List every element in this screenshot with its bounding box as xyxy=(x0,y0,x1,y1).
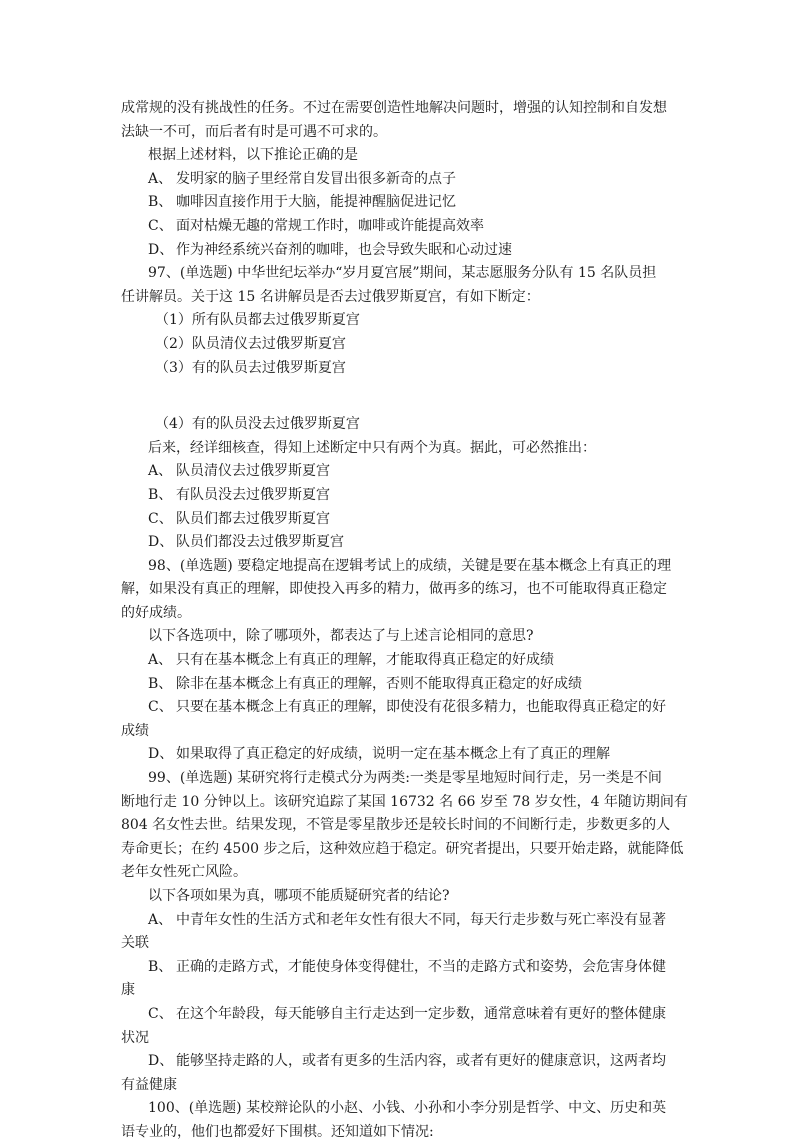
option-text: 如果取得了真正稳定的好成绩，说明一定在基本概念上有了真正的理解 xyxy=(176,746,610,763)
option-letter: D、 xyxy=(148,1053,174,1070)
q96-option-d xyxy=(121,239,681,263)
option-text: 只要在基本概念上有真正的理解，即使没有花很多精力，也能取得真正稳定的好 xyxy=(176,699,666,716)
q97-option-c xyxy=(121,508,681,532)
option-letter: D、 xyxy=(148,241,174,258)
q97-stem-line: 97、(单选题) 中华世纪坛举办“岁月夏宫展”期间，某志愿服务分队有 15 名队员担 xyxy=(148,265,657,282)
q99-prompt: 以下各项如果为真，哪项不能质疑研究者的结论? xyxy=(148,888,450,904)
q97-statement-4: （4）有的队员没去过俄罗斯夏宫 xyxy=(155,416,360,433)
q97-followup: 后来，经详细核查，得知上述断定中只有两个为真。据此，可必然推出： xyxy=(148,439,596,456)
q99-option-d xyxy=(121,1050,681,1074)
q96-option-b xyxy=(121,191,681,215)
q96-prompt: 根据上述材料，以下推论正确的是 xyxy=(148,147,358,164)
option-text: 在这个年龄段，每天能够自主行走达到一定步数，通常意味着有更好的整体健康 xyxy=(176,1005,666,1022)
q100-stem-line: 100、(单选题) 某校辩论队的小赵、小钱、小孙和小李分别是哲学、中文、历史和英 xyxy=(148,1100,667,1117)
option-text: 中青年女性的生活方式和老年女性有很大不同，每天行走步数与死亡率没有显著 xyxy=(176,911,666,928)
option-text: 队员清仪去过俄罗斯夏宫 xyxy=(176,463,330,480)
q96-option-a xyxy=(121,168,681,192)
q99-option-a-wrap: 关联 xyxy=(121,935,149,952)
q98-prompt: 以下各选项中，除了哪项外，都表达了与上述言论相同的意思? xyxy=(148,628,534,645)
option-letter: B、 xyxy=(148,958,173,975)
q99-option-b-wrap: 康 xyxy=(121,982,135,999)
option-letter: B、 xyxy=(148,486,173,503)
q98-option-a xyxy=(121,649,681,673)
q97-statement-2: （2）队员清仪去过俄罗斯夏宫 xyxy=(155,335,346,352)
q98-option-d xyxy=(121,743,681,767)
intro-line: 法缺一不可，而后者有时是可遇不可求的。 xyxy=(121,123,387,140)
q99-stem-line: 寿命更长；在约 4500 步之后，这种效应趋于稳定。研究者提出，只要开始走路，就能降低 xyxy=(121,840,684,857)
q98-stem-line: 解，如果没有真正的理解，即使投入再多的精力，做再多的练习，也不可能取得真正稳定 xyxy=(121,581,667,598)
intro-line: 成常规的没有挑战性的任务。不过在需要创造性地解决问题时，增强的认知控制和自发想 xyxy=(121,100,667,116)
q99-stem-line: 老年女性死亡风险。 xyxy=(121,864,247,881)
option-letter: C、 xyxy=(148,217,173,234)
q99-option-a xyxy=(121,909,681,933)
q98-option-c xyxy=(121,696,681,720)
option-letter: A、 xyxy=(148,170,173,187)
q99-option-d-wrap: 有益健康 xyxy=(121,1076,177,1093)
option-letter: A、 xyxy=(148,911,173,928)
q98-stem-line: 的好成绩。 xyxy=(121,604,191,621)
blank-gap xyxy=(121,380,681,413)
option-letter: A、 xyxy=(148,652,173,669)
option-text: 正确的走路方式，才能使身体变得健壮，不当的走路方式和姿势，会危害身体健 xyxy=(176,958,666,975)
q96-option-c xyxy=(121,215,681,239)
q99-option-b xyxy=(121,956,681,980)
q97-stem-line: 任讲解员。关于这 15 名讲解员是否去过俄罗斯夏宫，有如下断定： xyxy=(121,288,540,305)
option-text: 发明家的脑子里经常自发冒出很多新奇的点子 xyxy=(176,170,456,187)
option-letter: C、 xyxy=(148,699,173,716)
option-letter: D、 xyxy=(148,746,174,763)
q97-option-b xyxy=(121,484,681,508)
q99-option-c-wrap: 状况 xyxy=(121,1029,149,1046)
option-letter: C、 xyxy=(148,510,173,527)
document-body xyxy=(121,97,688,1145)
option-text: 有队员没去过俄罗斯夏宫 xyxy=(176,486,330,503)
q98-option-c-wrap: 成绩 xyxy=(121,722,149,739)
option-letter: A、 xyxy=(148,463,173,480)
option-letter: B、 xyxy=(148,194,173,211)
option-text: 除非在基本概念上有真正的理解，否则不能取得真正稳定的好成绩 xyxy=(176,675,582,692)
option-text: 能够坚持走路的人，或者有更多的生活内容，或者有更好的健康意识，这两者均 xyxy=(176,1053,666,1070)
q100-stem-line: 语专业的，他们也都爱好下围棋。还知道如下情况: xyxy=(121,1123,434,1140)
q99-stem-line: 99、(单选题) 某研究将行走模式分为两类:一类是零星地短时间行走，另一类是不间 xyxy=(148,770,662,787)
q99-stem-line: 断地行走 10 分钟以上。该研究追踪了某国 16732 名 66 岁至 78 岁女性，4 年随访期间有 xyxy=(121,793,688,810)
q97-statement-3: （3）有的队员去过俄罗斯夏宫 xyxy=(155,359,346,376)
q98-option-b xyxy=(121,673,681,697)
option-text: 队员们都去过俄罗斯夏宫 xyxy=(176,510,330,527)
option-text: 只有在基本概念上有真正的理解，才能取得真正稳定的好成绩 xyxy=(176,652,554,669)
q99-option-c xyxy=(121,1003,681,1027)
option-text: 队员们都没去过俄罗斯夏宫 xyxy=(176,534,344,551)
option-text: 作为神经系统兴奋剂的咖啡，也会导致失眠和心动过速 xyxy=(176,241,512,258)
q97-statement-1: （1）所有队员都去过俄罗斯夏宫 xyxy=(155,312,360,329)
option-letter: C、 xyxy=(148,1005,173,1022)
q97-option-a xyxy=(121,460,681,484)
option-letter: D、 xyxy=(148,534,174,551)
option-letter: B、 xyxy=(148,675,173,692)
q98-stem-line: 98、(单选题) 要稳定地提高在逻辑考试上的成绩，关键是要在基本概念上有真正的理 xyxy=(148,557,672,574)
option-text: 面对枯燥无趣的常规工作时，咖啡或许能提高效率 xyxy=(176,217,484,234)
q99-stem-line: 804 名女性去世。结果发现，不管是零星散步还是较长时间的不间断行走，步数更多的人 xyxy=(121,817,671,834)
q97-option-d xyxy=(121,531,681,555)
option-text: 咖啡因直接作用于大脑，能提神醒脑促进记忆 xyxy=(176,194,456,211)
